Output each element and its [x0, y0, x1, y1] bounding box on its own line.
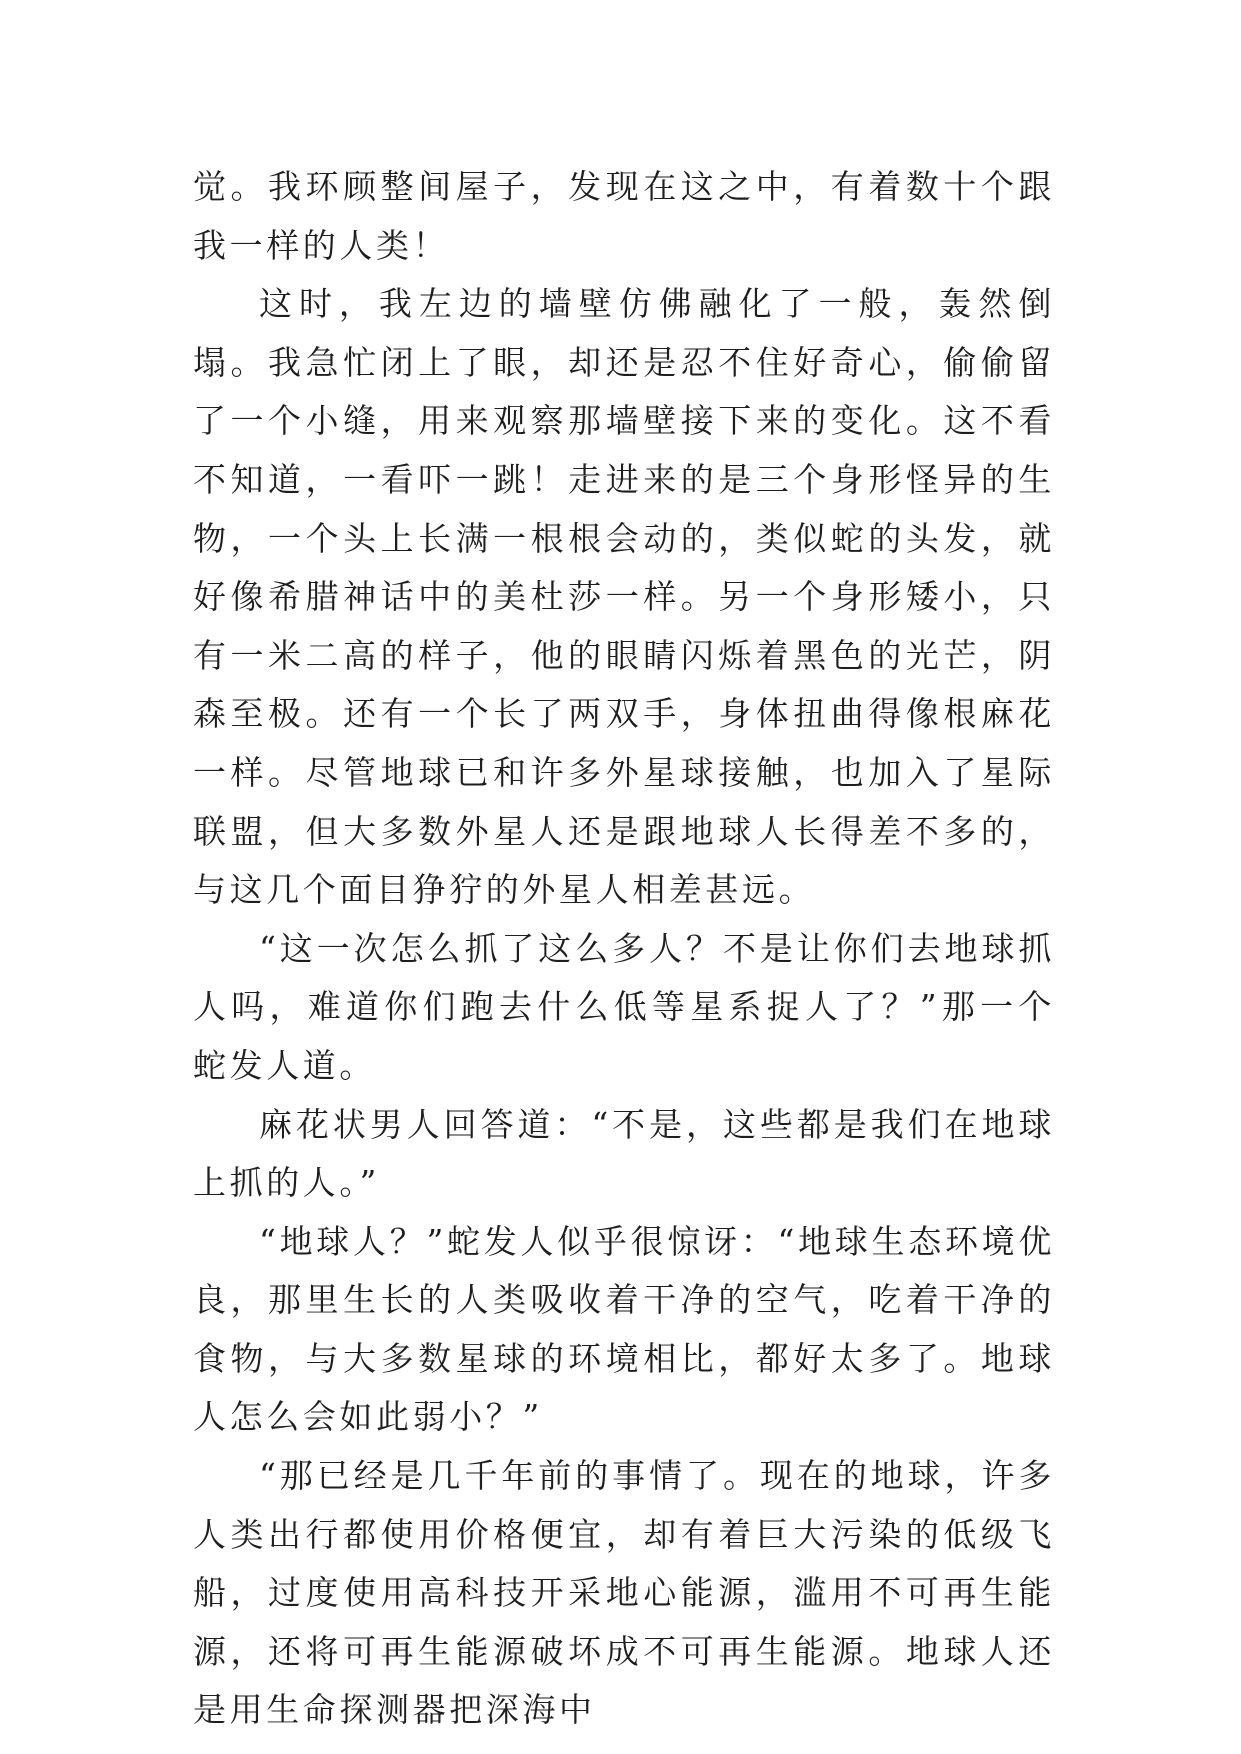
paragraph-5: “地球人？”蛇发人似乎很惊讶：“地球生态环境优良，那里生长的人类吸收着干净的空气，吃着干净的食物，与大多数星球的环境相比，都好太多了。地球人怎么会如此弱小？”	[193, 1221, 1055, 1437]
paragraph-3: “这一次怎么抓了这么多人？不是让你们去地球抓人吗，难道你们跑去什么低等星系捉人了？”那一个蛇发人道。	[193, 928, 1055, 1085]
paragraph-4: 麻花状男人回答道：“不是，这些都是我们在地球上抓的人。”	[193, 1104, 1055, 1203]
paragraph-6: “那已经是几千年前的事情了。现在的地球，许多人类出行都使用价格便宜，却有着巨大污染的低级飞船，过度使用高科技开采地心能源，滥用不可再生能源，还将可再生能源破坏成不可再生能源。地球人还是用生命探测器把深海中	[193, 1456, 1055, 1730]
paragraph-2: 这时，我左边的墙壁仿佛融化了一般，轰然倒塌。我急忙闭上了眼，却还是忍不住好奇心，偷偷留了一个小缝，用来观察那墙壁接下来的变化。这不看不知道，一看吓一跳！走进来的是三个身形怪异的生物，一个头上长满一根根会动的，类似蛇的头发，就好像希腊神话中的美杜莎一样。另一个身形矮小，只有一米二高的样子，他的眼睛闪烁着黑色的光芒，阴森至极。还有一个长了两双手，身体扭曲得像根麻花一样。尽管地球已和许多外星球接触，也加入了星际联盟，但大多数外星人还是跟地球人长得差不多的，与这几个面目狰狞的外星人相差甚远。	[193, 284, 1055, 910]
paragraph-1-continuation: 觉。我环顾整间屋子，发现在这之中，有着数十个跟我一样的人类！	[193, 167, 1055, 265]
body-text	[193, 158, 1055, 1740]
